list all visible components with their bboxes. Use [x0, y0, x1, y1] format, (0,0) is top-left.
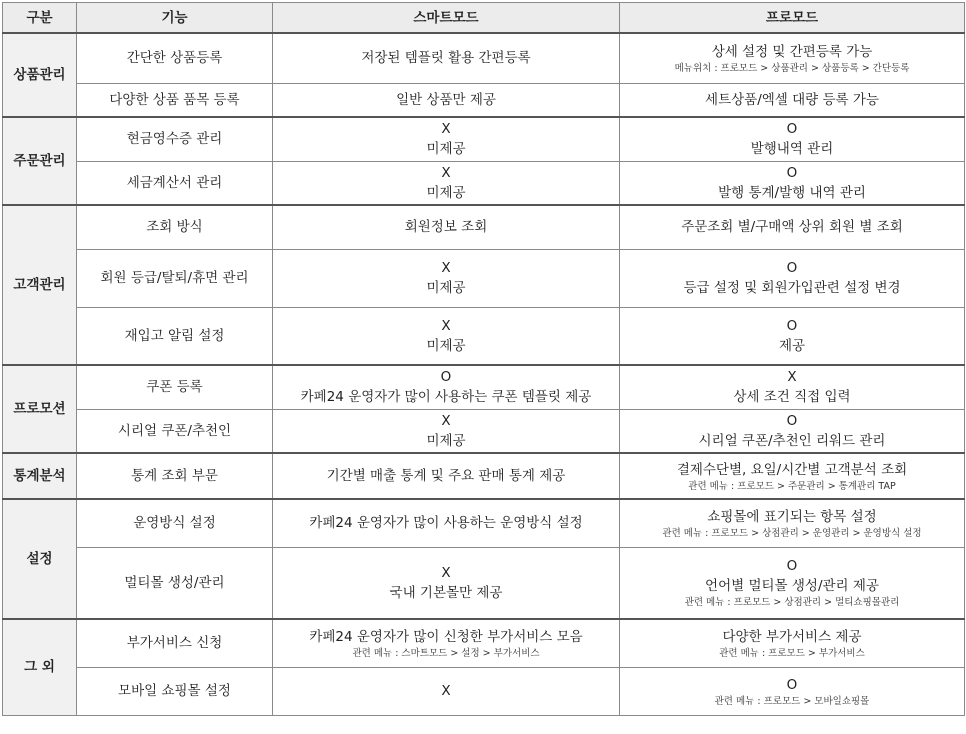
smart-mode-cell [273, 83, 620, 117]
comparison-table [2, 2, 965, 716]
pro-cell-line: 상세 설정 및 간편등록 가능 [711, 43, 873, 60]
feature-cell: 재입고 알림 설정 [77, 307, 273, 365]
smart-cell-line: 미제공 [426, 432, 466, 449]
pro-mode-cell [620, 117, 965, 161]
smart-mode-cell [273, 117, 620, 161]
pro-cell-line: 제공 [778, 337, 806, 354]
category-cell: 고객관리 [3, 205, 77, 365]
pro-cell-line: 시리얼 쿠폰/추천인 리워드 관리 [698, 432, 886, 449]
table-row [3, 205, 965, 249]
smart-mode-cell [273, 499, 620, 547]
table-row [3, 499, 965, 547]
smart-cell-line: 카페24 운영자가 많이 사용하는 운영방식 설정 [309, 515, 583, 532]
pro-cell-line: 언어별 멀티몰 생성/관리 제공 [705, 578, 879, 595]
category-cell: 설정 [3, 499, 77, 619]
header-feature: 기능 [77, 3, 273, 34]
smart-mode-cell [273, 453, 620, 499]
pro-cell-line: 세트상품/엑셀 대량 등록 가능 [705, 91, 879, 108]
pro-cell-line: X [787, 369, 797, 386]
table-row [3, 547, 965, 619]
header-smart-mode: 스마트모드 [273, 3, 620, 34]
smart-cell-line: 미제공 [426, 184, 466, 201]
smart-mode-cell [273, 547, 620, 619]
pro-mode-cell [620, 365, 965, 409]
feature-cell: 통계 조회 부문 [77, 453, 273, 499]
category-cell: 프로모션 [3, 365, 77, 453]
table-row [3, 667, 965, 715]
feature-cell: 회원 등급/탈퇴/휴면 관리 [77, 249, 273, 307]
smart-cell-line: 미제공 [426, 141, 466, 158]
smart-cell-line: X [441, 164, 451, 181]
table-row [3, 409, 965, 453]
table-row [3, 619, 965, 667]
pro-mode-cell [620, 409, 965, 453]
pro-cell-line: O [786, 317, 798, 334]
smart-mode-cell [273, 667, 620, 715]
smart-cell-line: X [441, 121, 451, 138]
smart-cell-line: 카페24 운영자가 많이 사용하는 쿠폰 템플릿 제공 [300, 389, 592, 406]
feature-cell: 현금영수증 관리 [77, 117, 273, 161]
smart-cell-line: X [441, 317, 451, 334]
pro-mode-cell [620, 33, 965, 83]
feature-cell: 시리얼 쿠폰/추천인 [77, 409, 273, 453]
smart-cell-line: 미제공 [426, 280, 466, 296]
table-row [3, 453, 965, 499]
pro-cell-line: O [786, 676, 798, 693]
pro-cell-line: 주문조회 별/구매액 상위 회원 별 조회 [681, 219, 903, 236]
smart-mode-cell [273, 161, 620, 205]
smart-cell-line: 기간별 매출 통계 및 주요 판매 통계 제공 [326, 468, 566, 484]
table-row [3, 83, 965, 117]
smart-mode-cell [273, 619, 620, 667]
pro-mode-cell [620, 453, 965, 499]
feature-cell: 다양한 상품 품목 등록 [77, 83, 273, 117]
pro-cell-line: O [786, 412, 798, 429]
smart-mode-cell [273, 365, 620, 409]
pro-cell-line: O [786, 164, 798, 181]
pro-cell-line: 발행내역 관리 [750, 141, 834, 158]
smart-cell-line: X [441, 260, 451, 276]
feature-cell: 모바일 쇼핑몰 설정 [77, 667, 273, 715]
smart-cell-line: X [441, 564, 451, 581]
menu-path-note: 관련 메뉴 : 프로모드 > 상점관리 > 멀티쇼핑몰관리 [684, 597, 900, 609]
pro-mode-cell [620, 667, 965, 715]
smart-mode-cell [273, 33, 620, 83]
pro-mode-cell [620, 547, 965, 619]
header-pro-mode: 프로모드 [620, 3, 965, 34]
smart-cell-line: 저장된 템플릿 활용 간편등록 [361, 50, 531, 67]
pro-mode-cell [620, 205, 965, 249]
smart-cell-line: 미제공 [426, 337, 466, 354]
smart-cell-line: X [441, 412, 451, 429]
category-cell: 그 외 [3, 619, 77, 715]
pro-mode-cell [620, 249, 965, 307]
smart-cell-line: 국내 기본몰만 제공 [389, 584, 503, 601]
feature-cell: 조회 방식 [77, 205, 273, 249]
pro-cell-line: 결제수단별, 요일/시간별 고객분석 조회 [676, 461, 908, 478]
smart-mode-cell [273, 249, 620, 307]
pro-cell-line: 쇼핑몰에 표기되는 항목 설정 [707, 508, 877, 525]
pro-mode-cell [620, 307, 965, 365]
smart-mode-cell [273, 205, 620, 249]
smart-cell-line: 카페24 운영자가 많이 신청한 부가서비스 모음 [309, 628, 583, 645]
pro-mode-cell [620, 499, 965, 547]
category-cell: 통계분석 [3, 453, 77, 499]
smart-cell-line: O [440, 369, 452, 386]
smart-cell-line: 일반 상품만 제공 [396, 91, 496, 108]
category-cell: 상품관리 [3, 33, 77, 117]
table-row [3, 365, 965, 409]
table-row [3, 249, 965, 307]
pro-cell-line: O [786, 260, 798, 276]
feature-cell: 세금계산서 관리 [77, 161, 273, 205]
table-row [3, 161, 965, 205]
menu-path-note: 관련 메뉴 : 프로모드 > 부가서비스 [719, 647, 865, 659]
pro-mode-cell [620, 83, 965, 117]
smart-cell-line: 회원정보 조회 [404, 219, 488, 236]
pro-cell-line: O [786, 558, 798, 575]
pro-mode-cell [620, 161, 965, 205]
smart-cell-line: X [441, 683, 451, 699]
table-row [3, 117, 965, 161]
pro-cell-line: 상세 조건 직접 입력 [733, 389, 851, 406]
table-row [3, 307, 965, 365]
menu-path-note: 메뉴위치 : 프로모드 > 상품관리 > 상품등록 > 간단등록 [674, 62, 910, 74]
smart-mode-cell [273, 307, 620, 365]
pro-cell-line: 다양한 부가서비스 제공 [722, 628, 862, 645]
menu-path-note: 관련 메뉴 : 프로모드 > 주문관리 > 통계관리 TAP [688, 480, 896, 492]
pro-cell-line: 발행 통계/발행 내역 관리 [718, 184, 866, 201]
feature-cell: 운영방식 설정 [77, 499, 273, 547]
menu-path-note: 관련 메뉴 : 스마트모드 > 설정 > 부가서비스 [352, 647, 540, 659]
category-cell: 주문관리 [3, 117, 77, 205]
menu-path-note: 관련 메뉴 : 프로모드 > 상점관리 > 운영관리 > 운영방식 설정 [662, 527, 922, 539]
table-row [3, 33, 965, 83]
feature-cell: 간단한 상품등록 [77, 33, 273, 83]
pro-cell-line: 등급 설정 및 회원가입관련 설정 변경 [683, 280, 901, 296]
header-row [3, 3, 965, 34]
feature-cell: 쿠폰 등록 [77, 365, 273, 409]
pro-cell-line: O [786, 121, 798, 138]
menu-path-note: 관련 메뉴 : 프로모드 > 모바일쇼핑몰 [714, 695, 870, 707]
smart-mode-cell [273, 409, 620, 453]
feature-cell: 멀티몰 생성/관리 [77, 547, 273, 619]
feature-cell: 부가서비스 신청 [77, 619, 273, 667]
pro-mode-cell [620, 619, 965, 667]
header-category: 구분 [3, 3, 77, 34]
